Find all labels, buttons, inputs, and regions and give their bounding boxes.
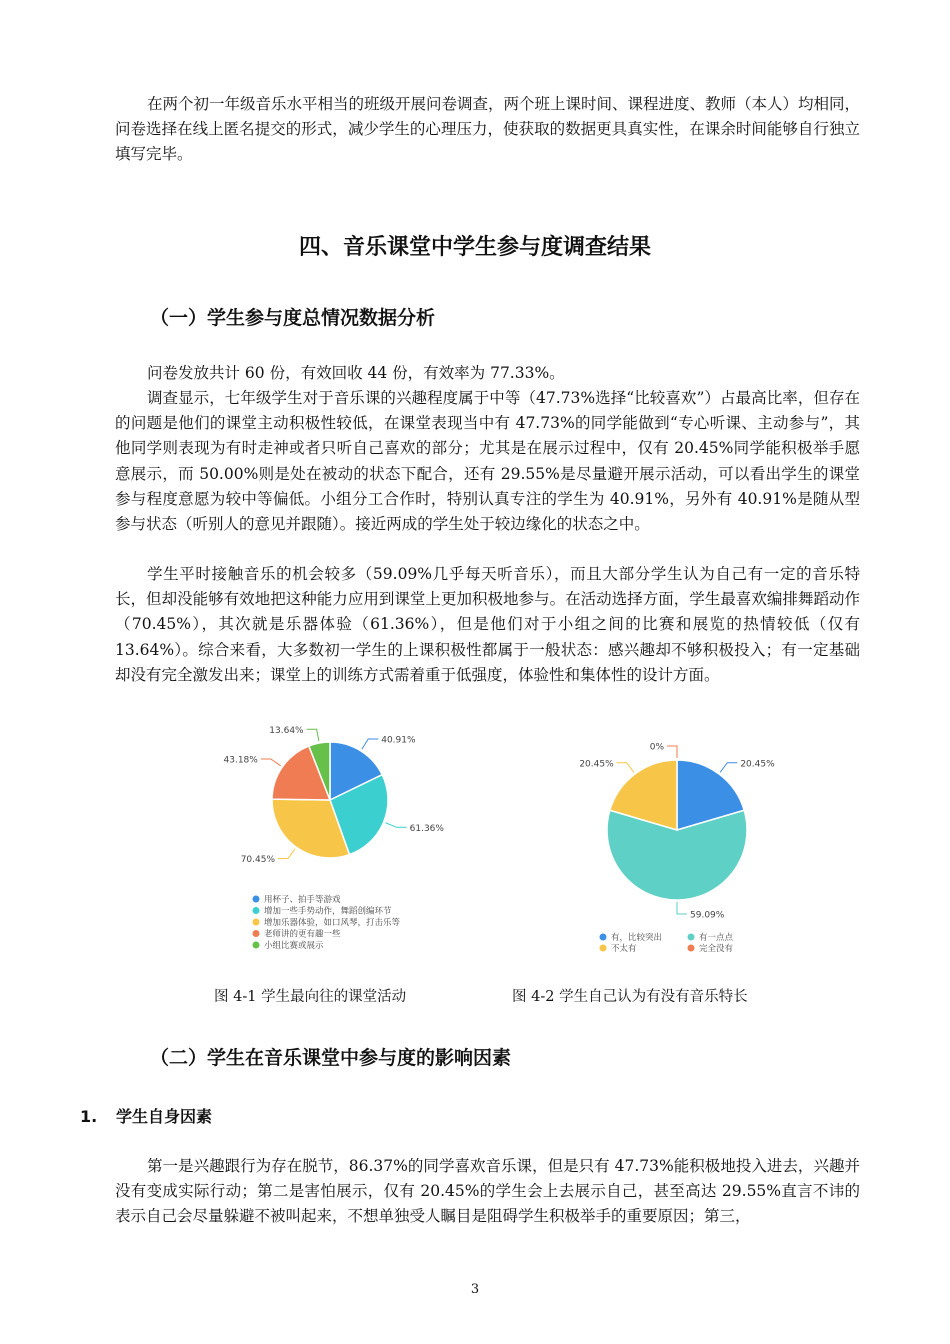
heading-student-factors <box>80 1104 212 1127</box>
pie2-label-1: 59.09% <box>690 910 725 921</box>
pie1-label-0: 40.91% <box>381 735 416 746</box>
pie2-legend-swatch-2 <box>600 945 607 952</box>
pie1-legend-swatch-2 <box>253 919 260 926</box>
figure-caption-1: 图 4-1 学生最向往的课堂活动 <box>214 989 407 1005</box>
page-number: 3 <box>470 1282 480 1297</box>
pie2-legend-label-2: 不太有 <box>611 944 637 954</box>
heading-text: 学生自身因素 <box>116 1107 213 1126</box>
pie2-label-2: 20.45% <box>579 759 614 770</box>
intro-paragraph: 在两个初一年级音乐水平相当的班级开展问卷调查，两个班上课时间、课程进度、教师（本人）均相同，问卷选择在线上匿名提交的形式，减少学生的心理压力，使获取的数据更具真实性，在课余时间能够自行独立填写完毕。 <box>115 95 861 164</box>
pie1-leader-2 <box>278 849 295 859</box>
pie1-label-4: 13.64% <box>269 725 304 736</box>
pie2-label-3: 0% <box>649 742 664 753</box>
pie2-legend-swatch-0 <box>600 934 607 941</box>
pie-chart-music-talent <box>565 712 815 972</box>
heading-number: 1. <box>80 1107 98 1126</box>
pie2-leader-1 <box>677 902 687 914</box>
pie1-leader-4 <box>307 729 319 741</box>
pie2-label-0: 20.45% <box>740 759 775 770</box>
pie1-legend-swatch-0 <box>253 896 260 903</box>
pie2-leader-2 <box>617 763 634 773</box>
pie2-leader-0 <box>720 763 737 773</box>
pie1-legend-label-0: 用杯子、拍手等游戏 <box>264 895 341 905</box>
pie1-legend-swatch-1 <box>253 907 260 914</box>
paragraph-response-rate: 问卷发放共计 60 份，有效回收 44 份，有效率为 77.33%。 <box>147 364 565 382</box>
pie1-legend-swatch-3 <box>253 930 260 937</box>
pie2-legend-label-1: 有一点点 <box>699 933 734 943</box>
pie1-leader-0 <box>362 739 378 749</box>
pie1-leader-3 <box>261 759 281 766</box>
pie1-label-2: 70.45% <box>240 855 276 866</box>
pie1-legend-label-3: 老师讲的更有趣一些 <box>264 929 341 940</box>
pie2-legend-label-3: 完全没有 <box>699 944 734 954</box>
pie1-leader-1 <box>386 823 407 828</box>
paragraph-student-factors: 第一是兴趣跟行为存在脱节，86.37%的同学喜欢音乐课，但是只有 47.73%能积极地投入进去，兴趣并没有变成实际行动；第二是害怕展示，仅有 20.45%的学生会上去展示自己，甚至高达 29.55%直言不讳的表示自己会尽量躲避不被叫起来，不想单独受人瞩目是阻碍学生积极举手的重要原因；第三， <box>115 1157 860 1226</box>
subsection-title-2: （二）学生在音乐课堂中参与度的影响因素 <box>150 1047 512 1069</box>
pie-chart-favorite-activities <box>200 712 470 977</box>
pie1-legend-swatch-4 <box>253 942 260 949</box>
paragraph-survey-results: 调查显示，七年级学生对于音乐课的兴趣程度属于中等（47.73%选择“比较喜欢”）占最高比率，但存在的问题是他们的课堂主动积极性较低，在课堂表现当中有 47.73%的同学能做到“专心听课、主动参与”，其他同学则表现为有时走神或者只听自己喜欢的部分；尤其是在展示过程中，仅有 20.45%同学能积极举手愿意展示，而 50.00%则是处在被动的状态下配合，还有 29.55%是尽量避开展示活动，可以看出学生的课堂参与程度意愿为较中等偏低。小组分工合作时，特别认真专注的学生为 40.91%，另外有 40.91%是随从型参与状态（听别人的意见并跟随）。接近两成的学生处于较边缘化的状态之中。 <box>115 389 860 534</box>
pie1-legend-label-4: 小组比赛或展示 <box>264 941 324 951</box>
pie2-legend-swatch-3 <box>688 945 695 952</box>
pie1-legend-label-1: 增加一些手势动作，舞蹈创编环节 <box>264 906 392 917</box>
subsection-title-1: （一）学生参与度总情况数据分析 <box>150 307 436 329</box>
pie2-legend-swatch-1 <box>688 934 695 941</box>
paragraph-music-exposure: 学生平时接触音乐的机会较多（59.09%几乎每天听音乐），而且大部分学生认为自己有一定的音乐特长，但却没能够有效地把这种能力应用到课堂上更加积极地参与。在活动选择方面，学生最喜欢编排舞蹈动作（70.45%），其次就是乐器体验（61.36%），但是他们对于小组之间的比赛和展览的热情较低（仅有 13.64%）。综合来看，大多数初一学生的上课积极性都属于一般状态：感兴趣却不够积极投入；有一定基础却没有完全激发出来；课堂上的训练方式需着重于低强度，体验性和集体性的设计方面。 <box>115 565 860 684</box>
pie2-leader-3 <box>667 746 677 758</box>
pie1-legend-label-2: 增加乐器体验，如口风琴，打击乐等 <box>264 918 401 928</box>
pie1-label-1: 61.36% <box>409 823 444 834</box>
section-title: 四、音乐课堂中学生参与度调查结果 <box>298 235 651 260</box>
pie1-label-3: 43.18% <box>223 755 258 766</box>
figure-caption-2: 图 4-2 学生自己认为有没有音乐特长 <box>512 989 748 1005</box>
pie2-legend-label-0: 有，比较突出 <box>611 933 663 943</box>
